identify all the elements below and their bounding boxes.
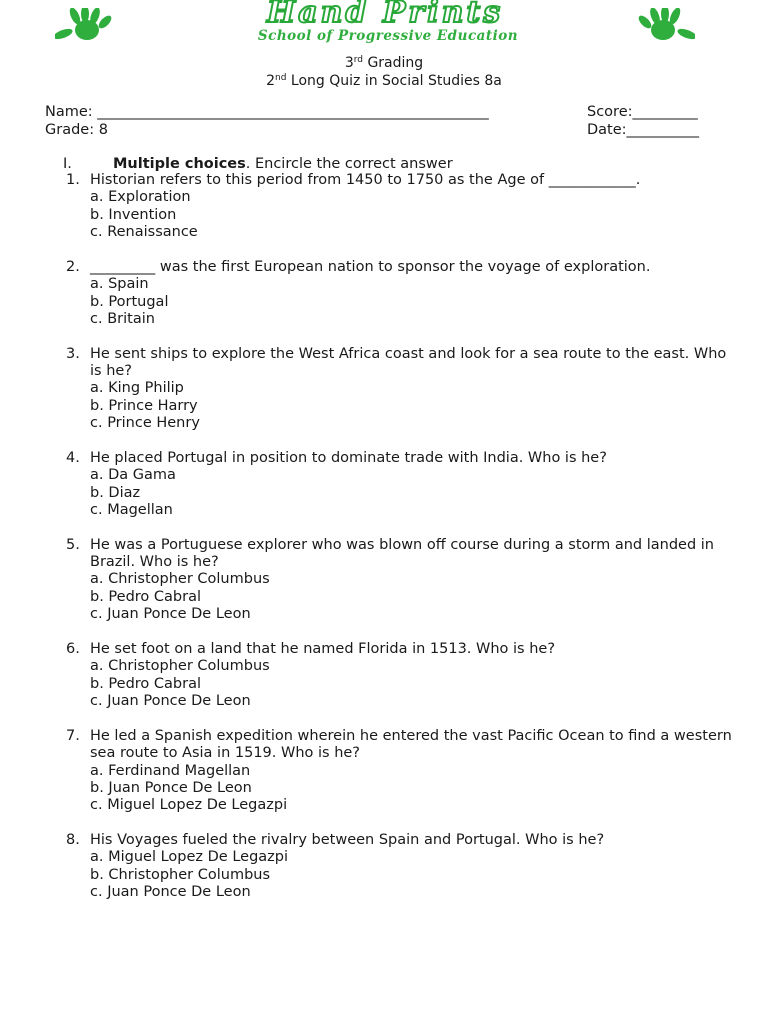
question-row: [66, 641, 736, 658]
question-row: [66, 832, 736, 849]
answer-choice[interactable]: a. Christopher Columbus: [90, 571, 270, 588]
section-instruction: . Encircle the correct answer: [245, 156, 453, 172]
answer-choice[interactable]: b. Pedro Cabral: [90, 588, 201, 605]
question-number: 7.: [66, 727, 80, 744]
question-item: [66, 832, 736, 902]
question-number: 5.: [66, 536, 80, 553]
question-item: [66, 346, 736, 433]
brand-title: Hand Prints: [266, 0, 504, 30]
quiz-number: 2: [266, 73, 276, 89]
question-number: 4.: [66, 449, 80, 466]
quiz-ordinal: nd: [275, 73, 287, 83]
question-text: He led a Spanish expedition wherein he entered the vast Pacific Ocean to find a western sea route to Asia in 1519. Who is he?: [90, 727, 732, 762]
answer-choice[interactable]: c. Miguel Lopez De Legazpi: [90, 797, 288, 814]
question-row: [66, 537, 736, 572]
answer-choice[interactable]: a. Christopher Columbus: [90, 658, 270, 675]
question-text: He placed Portugal in position to dominate trade with India. Who is he?: [90, 449, 607, 466]
answer-choice[interactable]: c. Magellan: [90, 502, 173, 519]
question-text: He set foot on a land that he named Florida in 1513. Who is he?: [90, 640, 556, 657]
answer-choice[interactable]: b. Christopher Columbus: [90, 866, 271, 883]
answer-choice[interactable]: b. Invention: [90, 206, 177, 223]
grading-ordinal: rd: [353, 55, 363, 65]
question-list: [66, 172, 736, 919]
question-row: [66, 450, 736, 467]
section-number: I.: [63, 156, 72, 172]
answer-choice[interactable]: a. Da Gama: [90, 467, 176, 484]
question-item: [66, 641, 736, 711]
question-item: [66, 259, 736, 329]
answer-choice[interactable]: a. Spain: [90, 276, 149, 293]
answer-choice[interactable]: a. King Philip: [90, 380, 184, 397]
answer-choice[interactable]: c. Renaissance: [90, 224, 198, 241]
question-item: [66, 450, 736, 520]
answer-choice[interactable]: a. Exploration: [90, 189, 191, 206]
question-text: He was a Portuguese explorer who was blown off course during a storm and landed in Brazil. Who is he?: [90, 536, 714, 571]
grading-number: 3: [344, 55, 354, 71]
answer-choice[interactable]: b. Pedro Cabral: [90, 675, 201, 692]
answer-choice[interactable]: b. Juan Ponce De Leon: [90, 779, 252, 796]
question-row: [66, 172, 736, 189]
grading-label: Grading: [367, 55, 424, 71]
question-item: [66, 172, 736, 242]
quiz-title-text: Long Quiz in Social Studies 8a: [290, 73, 502, 89]
question-row: [66, 346, 736, 381]
question-item: [66, 728, 736, 815]
answer-choice[interactable]: c. Prince Henry: [90, 415, 200, 432]
question-row: [66, 728, 736, 763]
answer-choice[interactable]: c. Juan Ponce De Leon: [90, 884, 251, 901]
handprint-right-icon: [635, 8, 695, 44]
question-number: 2.: [66, 258, 80, 275]
answer-choice[interactable]: c. Britain: [90, 311, 155, 328]
answer-choice[interactable]: c. Juan Ponce De Leon: [90, 693, 251, 710]
answer-choice[interactable]: c. Juan Ponce De Leon: [90, 606, 251, 623]
answer-choice[interactable]: a. Ferdinand Magellan: [90, 762, 251, 779]
question-number: 6.: [66, 640, 80, 657]
section-heading: [63, 155, 453, 173]
answer-choice[interactable]: b. Portugal: [90, 293, 169, 310]
question-item: [66, 537, 736, 624]
question-row: [66, 259, 736, 276]
answer-choice[interactable]: a. Miguel Lopez De Legazpi: [90, 849, 289, 866]
question-number: 1.: [66, 172, 80, 188]
school-banner: [55, 2, 695, 50]
quiz-title: [0, 69, 768, 90]
answer-choice[interactable]: b. Diaz: [90, 484, 141, 501]
section-title: Multiple choices: [113, 156, 246, 172]
handprint-left-icon: [55, 8, 115, 44]
score-field[interactable]: Score:_________: [587, 104, 698, 120]
question-text: Historian refers to this period from 1450 to 1750 as the Age of ____________.: [90, 172, 641, 188]
question-text: His Voyages fueled the rivalry between Spain and Portugal. Who is he?: [90, 831, 605, 848]
question-text: He sent ships to explore the West Africa coast and look for a sea route to the east. Who is he?: [90, 345, 727, 380]
question-number: 8.: [66, 831, 80, 848]
question-number: 3.: [66, 345, 80, 362]
name-field[interactable]: Name: ______________________________________________________: [45, 104, 489, 120]
date-field[interactable]: Date:__________: [587, 122, 700, 138]
question-text: _________ was the first European nation to sponsor the voyage of exploration.: [90, 258, 651, 275]
answer-choice[interactable]: b. Prince Harry: [90, 397, 198, 414]
grade-field: Grade: 8: [45, 122, 108, 138]
brand-subtitle: School of Progressive Education: [257, 28, 519, 44]
